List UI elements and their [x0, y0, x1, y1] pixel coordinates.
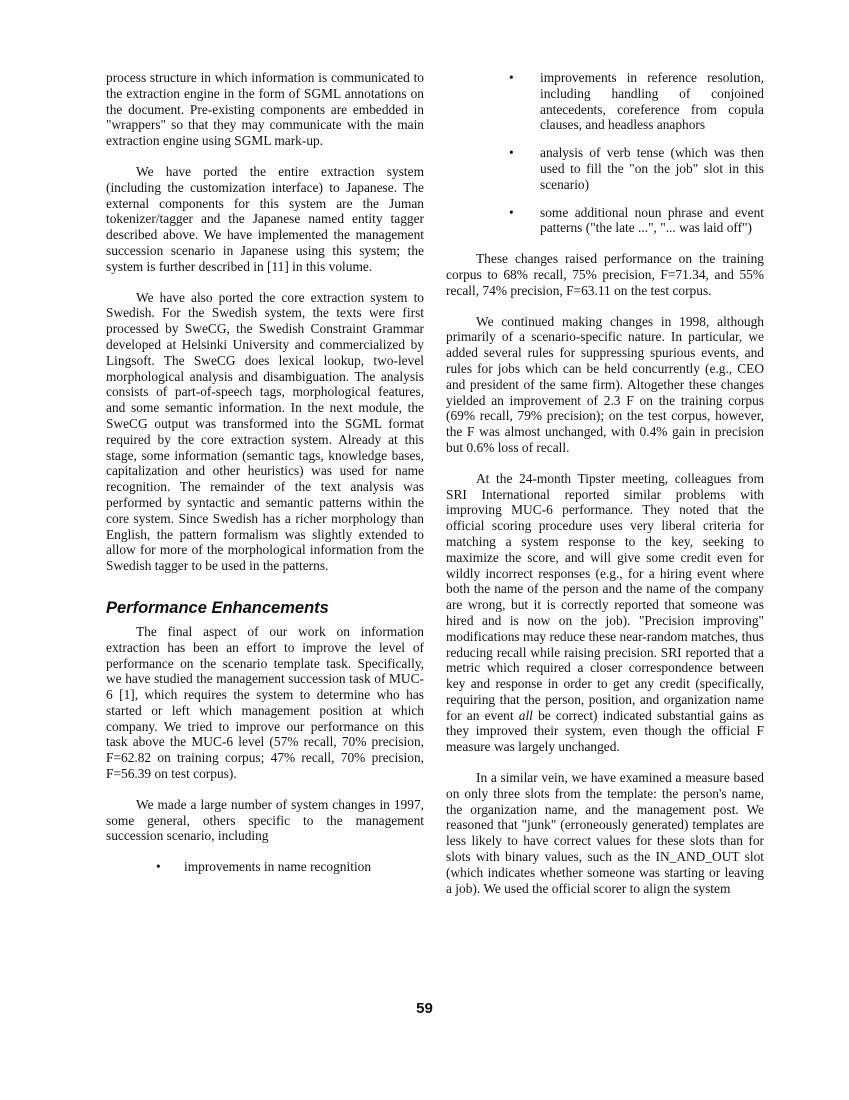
paragraph-system-changes: We made a large number of system changes in 1997, some general, others specific to the management succession scenario, including: [106, 796, 424, 844]
paragraph-text: be correct) indicated substantial gains as they improved their system, even though the official F measure was largely unchanged.: [446, 707, 764, 755]
section-heading-performance: Performance Enhancements: [106, 598, 329, 617]
paragraph-final-aspect: The final aspect of our work on information extraction has been an effort to improve the level of performance on the scenario template task. Specifically, we have studied the management succession task of MUC-6 [1], which requires the system to determine who has started or left which management position at which company. We tried to improve our performance on this task above the MUC-6 level (57% recall, 70% precision, F=62.82 on training corpus; 47% recall, 70% precision, F=56.39 on test corpus).: [106, 623, 424, 782]
emphasis-all: all: [518, 707, 533, 723]
page-number: 59: [416, 1000, 433, 1017]
list-item-text: improvements in reference resolution, including handling of conjoined antecedents, coreference from copula clauses, and headless anaphors: [540, 70, 764, 133]
list-item-text: some additional noun phrase and event patterns ("the late ...", "... was laid off"): [540, 204, 764, 236]
right-column: [446, 70, 764, 911]
bullet-icon: •: [509, 70, 514, 85]
list-item-text: improvements in name recognition: [184, 859, 372, 875]
bullet-icon: •: [509, 145, 514, 161]
list-item: [446, 205, 764, 237]
bullet-list-right: [446, 70, 764, 236]
list-item: [446, 145, 764, 192]
list-item: [446, 70, 764, 133]
paragraph-process-structure: process structure in which information is communicated to the extraction engine in the form of SGML annotations on the document. Pre-existing components are embedded in "wrappers" so that they may communicate with the main extraction engine using SGML mark-up.: [106, 70, 424, 149]
paragraph-swedish-port: We have also ported the core extraction system to Swedish. For the Swedish system, the texts were first processed by SweCG, the Swedish Constraint Grammar developed at Helsinki University and commercialized by Lingsoft. The SweCG does lexical lookup, two-level morphological analysis and disambiguation. The analysis consists of part-of-speech tags, morphological features, and some semantic information. In the next module, the SweCG output was transformed into the SGML format required by the core extraction system. Already at this stage, some information (semantic tags, knowledge bases, capitalization and other heuristics) was used for name recognition. The remainder of the text analysis was performed by syntactic and semantic patterns within the core system. Since Swedish has a richer morphology than English, the pattern formalism was slightly extended to allow for more of the morphological information from the Swedish tagger to be used in the patterns.: [106, 289, 424, 574]
paragraph-japanese-port: We have ported the entire extraction system (including the customization interface) to Japanese. The external components for this system are the Juman tokenizer/tagger and the Japanese named entity tagger described above. We have implemented the management succession scenario in Japanese using this system; the system is further described in [11] in this volume.: [106, 163, 424, 274]
paragraph-changes-raised: These changes raised performance on the training corpus to 68% recall, 75% precision, F=71.34, and 55% recall, 74% precision, F=63.11 on the test corpus.: [446, 251, 764, 298]
list-item-text: analysis of verb tense (which was then used to fill the "on the job" slot in this scenario): [540, 145, 764, 192]
left-column: [106, 70, 424, 890]
paragraph-tipster-meeting: [446, 471, 764, 755]
bullet-list-left: [106, 859, 424, 875]
paragraph-1998-changes: We continued making changes in 1998, although primarily of a scenario-specific nature. In particular, we added several rules for suppressing spurious events, and rules for jobs which can be held concurrently (e.g., CEO and president of the same firm). Altogether these changes yielded an improvement of 2.3 F on the training corpus (69% recall, 79% precision); on the test corpus, however, the F was almost unchanged, with 0.4% gain in precision but 0.6% loss of recall.: [446, 313, 764, 455]
paragraph-three-slots: In a similar vein, we have examined a measure based on only three slots from the template: the person's name, the organization name, and the management post. We reasoned that "junk" (erroneously generated) templates are less likely to have correct values for these slots than for slots with binary values, such as the IN_AND_OUT slot (which indicates whether someone was starting or leaving a job). We used the official scorer to align the system: [446, 770, 764, 896]
paragraph-text: At the 24-month Tipster meeting, colleagues from SRI International reported similar problems with improving MUC-6 performance. They noted that the official scoring procedure uses very liberal criteria for matching a system response to the key, seeking to maximize the score, and will give some credit even for wildly incorrect responses (e.g., for a hiring event where both the name of the person and the name of the company are wrong, but it is correctly reported that someone was hired and is now on the job). "Precision improving" modifications may reduce these near-random matches, thus reducing recall while raising precision. SRI reported that a metric which required a closer correspondence between key and response in order to get any credit (specifically, requiring that the person, position, and organization name for an event: [446, 470, 764, 723]
bullet-icon: •: [509, 204, 514, 220]
bullet-icon: •: [156, 859, 161, 875]
list-item: [106, 859, 424, 875]
